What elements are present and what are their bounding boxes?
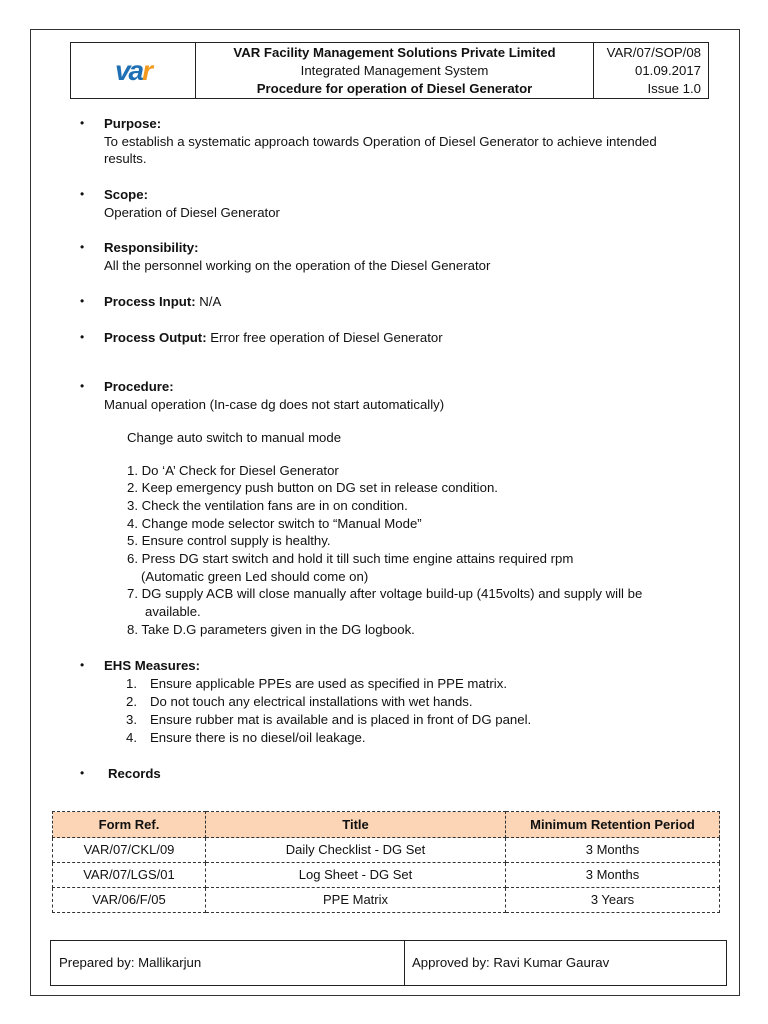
prepared-by: Prepared by: Mallikarjun — [51, 941, 405, 985]
purpose-heading: Purpose: — [104, 116, 162, 131]
procedure-intro: Change auto switch to manual mode — [127, 430, 342, 445]
procedure-step-continued: (Automatic green Led should come on) — [141, 568, 369, 584]
scope-section — [80, 186, 720, 221]
header-title-cell — [196, 43, 594, 98]
table-cell: VAR/06/F/05 — [53, 888, 206, 913]
responsibility-text: All the personnel working on the operation of the Diesel Generator — [104, 257, 491, 273]
table-cell: Log Sheet - DG Set — [206, 863, 506, 888]
procedure-step: 4. Change mode selector switch to “Manual Mode” — [127, 515, 422, 531]
process-input-heading: Process Input: — [104, 294, 196, 309]
ehs-heading: EHS Measures: — [104, 658, 201, 673]
ehs-item-number: 4. — [126, 730, 137, 746]
procedure-step-continued: available. — [145, 604, 201, 620]
bullet-icon: • — [80, 766, 85, 780]
table-cell: 3 Months — [506, 838, 720, 863]
records-section — [80, 765, 720, 783]
doc-issue: Issue 1.0 — [647, 81, 701, 96]
logo-cell — [71, 43, 196, 98]
table-row — [53, 888, 720, 913]
procedure-subtitle: Manual operation (In-case dg does not start automatically) — [104, 396, 445, 412]
ehs-item-number: 2. — [126, 693, 137, 709]
table-cell: VAR/07/CKL/09 — [53, 838, 206, 863]
table-cell: Daily Checklist - DG Set — [206, 838, 506, 863]
procedure-step: 1. Do ‘A’ Check for Diesel Generator — [127, 462, 339, 478]
procedure-step: 6. Press DG start switch and hold it till such time engine attains required rpm — [127, 551, 574, 567]
purpose-section — [80, 115, 720, 168]
records-table — [52, 811, 720, 913]
ehs-item-number: 1. — [126, 675, 137, 691]
ehs-item-text: Ensure rubber mat is available and is placed in front of DG panel. — [150, 711, 532, 727]
table-cell: 3 Months — [506, 863, 720, 888]
scope-heading: Scope: — [104, 187, 148, 202]
procedure-heading: Procedure: — [104, 379, 174, 394]
table-cell: VAR/07/LGS/01 — [53, 863, 206, 888]
bullet-icon: • — [80, 187, 85, 201]
responsibility-heading: Responsibility: — [104, 240, 199, 255]
responsibility-section — [80, 239, 720, 274]
approved-by: Approved by: Ravi Kumar Gaurav — [412, 955, 610, 971]
ehs-item-number: 3. — [126, 711, 137, 727]
procedure-step: 3. Check the ventilation fans are in on condition. — [127, 497, 408, 513]
procedure-step: 2. Keep emergency push button on DG set in release condition. — [127, 480, 498, 496]
ehs-section — [80, 657, 720, 747]
bullet-icon: • — [80, 116, 85, 130]
purpose-line: results. — [104, 151, 147, 166]
column-header: Minimum Retention Period — [506, 812, 720, 838]
ehs-item — [104, 711, 720, 729]
process-output-text: Error free operation of Diesel Generator — [210, 330, 443, 345]
records-heading: Records — [108, 766, 161, 781]
bullet-icon: • — [80, 330, 85, 344]
system-name: Integrated Management System — [300, 63, 489, 78]
doc-ref: VAR/07/SOP/08 — [606, 45, 701, 60]
ehs-list — [104, 675, 720, 748]
procedure-steps — [127, 462, 720, 639]
bullet-icon: • — [80, 379, 85, 393]
procedure-step: 5. Ensure control supply is healthy. — [127, 533, 331, 549]
scope-text: Operation of Diesel Generator — [104, 204, 280, 220]
process-output-section — [80, 329, 720, 347]
bullet-icon: • — [80, 294, 85, 308]
var-logo — [101, 58, 165, 84]
records-header-row — [53, 812, 720, 838]
header-ref-cell — [594, 43, 708, 98]
ehs-item-text: Do not touch any electrical installations with wet hands. — [150, 693, 473, 709]
process-input-section — [80, 293, 720, 311]
signoff-table — [50, 940, 727, 986]
doc-date: 01.09.2017 — [634, 63, 701, 78]
column-header: Title — [206, 812, 506, 838]
ehs-item — [104, 729, 720, 747]
procedure-step: 8. Take D.G parameters given in the DG logbook. — [127, 621, 415, 637]
process-output-heading: Process Output: — [104, 330, 207, 345]
procedure-section — [80, 378, 720, 639]
ehs-item-text: Ensure there is no diesel/oil leakage. — [150, 730, 366, 746]
procedure-title: Procedure for operation of Diesel Generator — [256, 81, 533, 96]
ehs-item — [104, 693, 720, 711]
ehs-item — [104, 675, 720, 693]
company-name: VAR Facility Management Solutions Private Limited — [233, 45, 556, 60]
bullet-icon: • — [80, 240, 85, 254]
process-input-text: N/A — [199, 294, 222, 309]
svg-text:var: var — [114, 57, 152, 84]
ehs-item-text: Ensure applicable PPEs are used as specified in PPE matrix. — [150, 675, 507, 691]
table-row — [53, 838, 720, 863]
bullet-icon: • — [80, 658, 85, 672]
column-header: Form Ref. — [53, 812, 206, 838]
purpose-line: To establish a systematic approach towards Operation of Diesel Generator to achieve intended — [104, 133, 657, 149]
document-header — [70, 42, 709, 99]
table-row — [53, 863, 720, 888]
table-cell: 3 Years — [506, 888, 720, 913]
table-cell: PPE Matrix — [206, 888, 506, 913]
procedure-step: 7. DG supply ACB will close manually after voltage build-up (415volts) and supply will be — [127, 586, 643, 602]
